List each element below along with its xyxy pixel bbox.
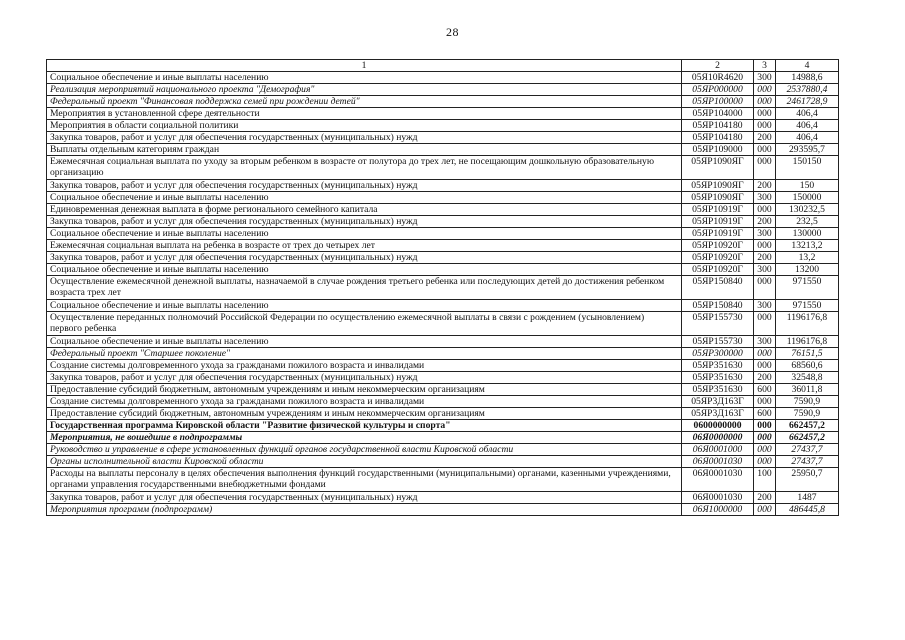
cell-amount: 232,5 [776,216,839,228]
cell-amount: 130000 [776,228,839,240]
cell-type: 000 [754,276,776,300]
cell-code: 06Я0001030 [682,456,754,468]
table-row [47,420,839,432]
cell-amount: 13200 [776,264,839,276]
cell-name: Закупка товаров, работ и услуг для обеспечения государственных (муниципальных) нужд [47,180,682,192]
cell-name: Федеральный проект "Финансовая поддержка семей при рождении детей" [47,96,682,108]
cell-amount: 406,4 [776,108,839,120]
cell-type: 100 [754,468,776,492]
cell-code: 05ЯР351630 [682,360,754,372]
cell-amount: 1487 [776,492,839,504]
cell-type: 000 [754,432,776,444]
table-row [47,384,839,396]
cell-name: Закупка товаров, работ и услуг для обеспечения государственных (муниципальных) нужд [47,372,682,384]
header-cell-name: 1 [47,60,682,72]
cell-name: Закупка товаров, работ и услуг для обеспечения государственных (муниципальных) нужд [47,216,682,228]
cell-code: 05ЯР104180 [682,120,754,132]
cell-name: Ежемесячная социальная выплата на ребенка в возрасте от трех до четырех лет [47,240,682,252]
cell-name: Предоставление субсидий бюджетным, автономным учреждениям и иным некоммерческим организациям [47,384,682,396]
cell-name: Социальное обеспечение и иные выплаты населению [47,192,682,204]
cell-type: 000 [754,420,776,432]
table-row [47,156,839,180]
cell-name: Руководство и управление в сфере установленных функций органов государственной власти Кировской области [47,444,682,456]
cell-amount: 406,4 [776,132,839,144]
cell-amount: 13213,2 [776,240,839,252]
cell-type: 000 [754,360,776,372]
cell-code: 06Я1000000 [682,504,754,516]
cell-name: Закупка товаров, работ и услуг для обеспечения государственных (муниципальных) нужд [47,252,682,264]
cell-code: 05ЯР1090ЯГ [682,180,754,192]
table-row [47,300,839,312]
cell-name: Создание системы долговременного ухода за гражданами пожилого возраста и инвалидами [47,396,682,408]
page-number: 28 [446,25,459,39]
cell-type: 000 [754,84,776,96]
cell-code: 05ЯР300000 [682,348,754,360]
cell-amount: 13,2 [776,252,839,264]
cell-code: 05ЯР104000 [682,108,754,120]
cell-code: 05ЯР10919Г [682,228,754,240]
cell-name: Мероприятия в области социальной политики [47,120,682,132]
cell-name: Мероприятия в установленной сфере деятельности [47,108,682,120]
header-cell-code: 2 [682,60,754,72]
table-row [47,432,839,444]
cell-name: Предоставление субсидий бюджетным, автономным учреждениям и иным некоммерческим организациям [47,408,682,420]
table-row [47,264,839,276]
table-row [47,144,839,156]
cell-type: 300 [754,264,776,276]
header-cell-type: 3 [754,60,776,72]
cell-code: 05Я10R4620 [682,72,754,84]
cell-code: 05ЯР10920Г [682,264,754,276]
cell-code: 0600000000 [682,420,754,432]
table-row [47,456,839,468]
cell-amount: 662457,2 [776,432,839,444]
table-row [47,444,839,456]
cell-amount: 2537880,4 [776,84,839,96]
table-row [47,120,839,132]
cell-name: Ежемесячная социальная выплата по уходу за вторым ребенком в возрасте от полутора до трех лет, не посещающим дошкольную образовательную организацию [47,156,682,180]
cell-type: 300 [754,300,776,312]
cell-amount: 7590,9 [776,408,839,420]
cell-code: 05ЯР150840 [682,300,754,312]
cell-type: 000 [754,396,776,408]
cell-type: 200 [754,252,776,264]
table-row [47,348,839,360]
table-row [47,192,839,204]
cell-amount: 27437,7 [776,456,839,468]
table-row [47,252,839,264]
cell-type: 000 [754,108,776,120]
cell-amount: 2461728,9 [776,96,839,108]
cell-name: Мероприятия, не вошедшие в подпрограммы [47,432,682,444]
cell-amount: 150 [776,180,839,192]
cell-type: 000 [754,504,776,516]
budget-table-body [47,60,839,516]
cell-name: Мероприятия программ (подпрограмм) [47,504,682,516]
cell-code: 05ЯР1090ЯГ [682,192,754,204]
cell-code: 05ЯР10920Г [682,252,754,264]
cell-amount: 25950,7 [776,468,839,492]
table-row [47,108,839,120]
table-row [47,132,839,144]
cell-type: 300 [754,72,776,84]
cell-code: 06Я0000000 [682,432,754,444]
cell-code: 05ЯР10919Г [682,216,754,228]
cell-name: Социальное обеспечение и иные выплаты населению [47,228,682,240]
cell-type: 200 [754,216,776,228]
cell-code: 06Я0001030 [682,468,754,492]
cell-name: Социальное обеспечение и иные выплаты населению [47,264,682,276]
cell-code: 05ЯР3Д163Г [682,408,754,420]
cell-name: Единовременная денежная выплата в форме регионального семейного капитала [47,204,682,216]
cell-amount: 971550 [776,300,839,312]
cell-amount: 32548,8 [776,372,839,384]
table-row [47,492,839,504]
cell-code: 05ЯР351630 [682,384,754,396]
cell-name: Осуществление ежемесячной денежной выплаты, назначаемой в случае рождения третьего ребенка или последующих детей до достижения ребенком возраста трех лет [47,276,682,300]
cell-type: 000 [754,120,776,132]
cell-code: 05ЯР155730 [682,312,754,336]
table-row [47,360,839,372]
cell-name: Закупка товаров, работ и услуг для обеспечения государственных (муниципальных) нужд [47,492,682,504]
cell-code: 05ЯР1090ЯГ [682,156,754,180]
cell-name: Выплаты отдельным категориям граждан [47,144,682,156]
cell-code: 06Я0001030 [682,492,754,504]
cell-amount: 971550 [776,276,839,300]
cell-type: 000 [754,312,776,336]
cell-amount: 7590,9 [776,396,839,408]
table-row [47,240,839,252]
cell-name: Расходы на выплаты персоналу в целях обеспечения выполнения функций государственными (муниципальными) органами, казенными учреждениями, органами управления государственными внебюджетными фондами [47,468,682,492]
cell-code: 05ЯР104180 [682,132,754,144]
cell-type: 600 [754,384,776,396]
cell-name: Социальное обеспечение и иные выплаты населению [47,336,682,348]
table-row [47,408,839,420]
table-row [47,216,839,228]
cell-code: 05ЯР000000 [682,84,754,96]
cell-type: 600 [754,408,776,420]
cell-type: 000 [754,156,776,180]
cell-amount: 150000 [776,192,839,204]
table-row [47,96,839,108]
cell-code: 05ЯР150840 [682,276,754,300]
cell-name: Закупка товаров, работ и услуг для обеспечения государственных (муниципальных) нужд [47,132,682,144]
cell-name: Органы исполнительной власти Кировской области [47,456,682,468]
cell-amount: 662457,2 [776,420,839,432]
cell-code: 05ЯР3Д163Г [682,396,754,408]
cell-amount: 14988,6 [776,72,839,84]
table-row [47,336,839,348]
cell-amount: 27437,7 [776,444,839,456]
table-row [47,84,839,96]
cell-code: 05ЯР155730 [682,336,754,348]
cell-type: 200 [754,492,776,504]
cell-type: 300 [754,192,776,204]
cell-code: 05ЯР351630 [682,372,754,384]
table-row [47,312,839,336]
header-cell-amount: 4 [776,60,839,72]
cell-amount: 1196176,8 [776,312,839,336]
table-row [47,180,839,192]
cell-type: 300 [754,336,776,348]
cell-name: Федеральный проект "Старшее поколение" [47,348,682,360]
table-row [47,504,839,516]
cell-type: 200 [754,180,776,192]
cell-type: 300 [754,228,776,240]
cell-type: 000 [754,348,776,360]
table-row [47,204,839,216]
cell-type: 200 [754,372,776,384]
cell-type: 000 [754,444,776,456]
cell-amount: 1196176,8 [776,336,839,348]
cell-code: 05ЯР109000 [682,144,754,156]
cell-amount: 150150 [776,156,839,180]
cell-code: 05ЯР100000 [682,96,754,108]
cell-amount: 406,4 [776,120,839,132]
cell-type: 000 [754,144,776,156]
cell-code: 05ЯР10920Г [682,240,754,252]
cell-name: Осуществление переданных полномочий Российской Федерации по осуществлению ежемесячной выплаты в связи с рождением (усыновлением) первого ребенка [47,312,682,336]
table-row [47,396,839,408]
cell-amount: 76151,5 [776,348,839,360]
cell-amount: 36011,8 [776,384,839,396]
table-row [47,228,839,240]
cell-amount: 68560,6 [776,360,839,372]
cell-type: 000 [754,240,776,252]
table-row [47,276,839,300]
cell-name: Реализация мероприятий национального проекта "Демография" [47,84,682,96]
cell-type: 000 [754,456,776,468]
cell-code: 06Я0001000 [682,444,754,456]
cell-amount: 486445,8 [776,504,839,516]
cell-name: Социальное обеспечение и иные выплаты населению [47,300,682,312]
table-row [47,468,839,492]
cell-name: Государственная программа Кировской области "Развитие физической культуры и спорта" [47,420,682,432]
cell-code: 05ЯР10919Г [682,204,754,216]
cell-name: Социальное обеспечение и иные выплаты населению [47,72,682,84]
budget-table [46,59,839,516]
cell-type: 200 [754,132,776,144]
table-header-row [47,60,839,72]
cell-type: 000 [754,96,776,108]
cell-amount: 130232,5 [776,204,839,216]
table-row [47,72,839,84]
cell-amount: 293595,7 [776,144,839,156]
table-row [47,372,839,384]
cell-type: 000 [754,204,776,216]
cell-name: Создание системы долговременного ухода за гражданами пожилого возраста и инвалидами [47,360,682,372]
